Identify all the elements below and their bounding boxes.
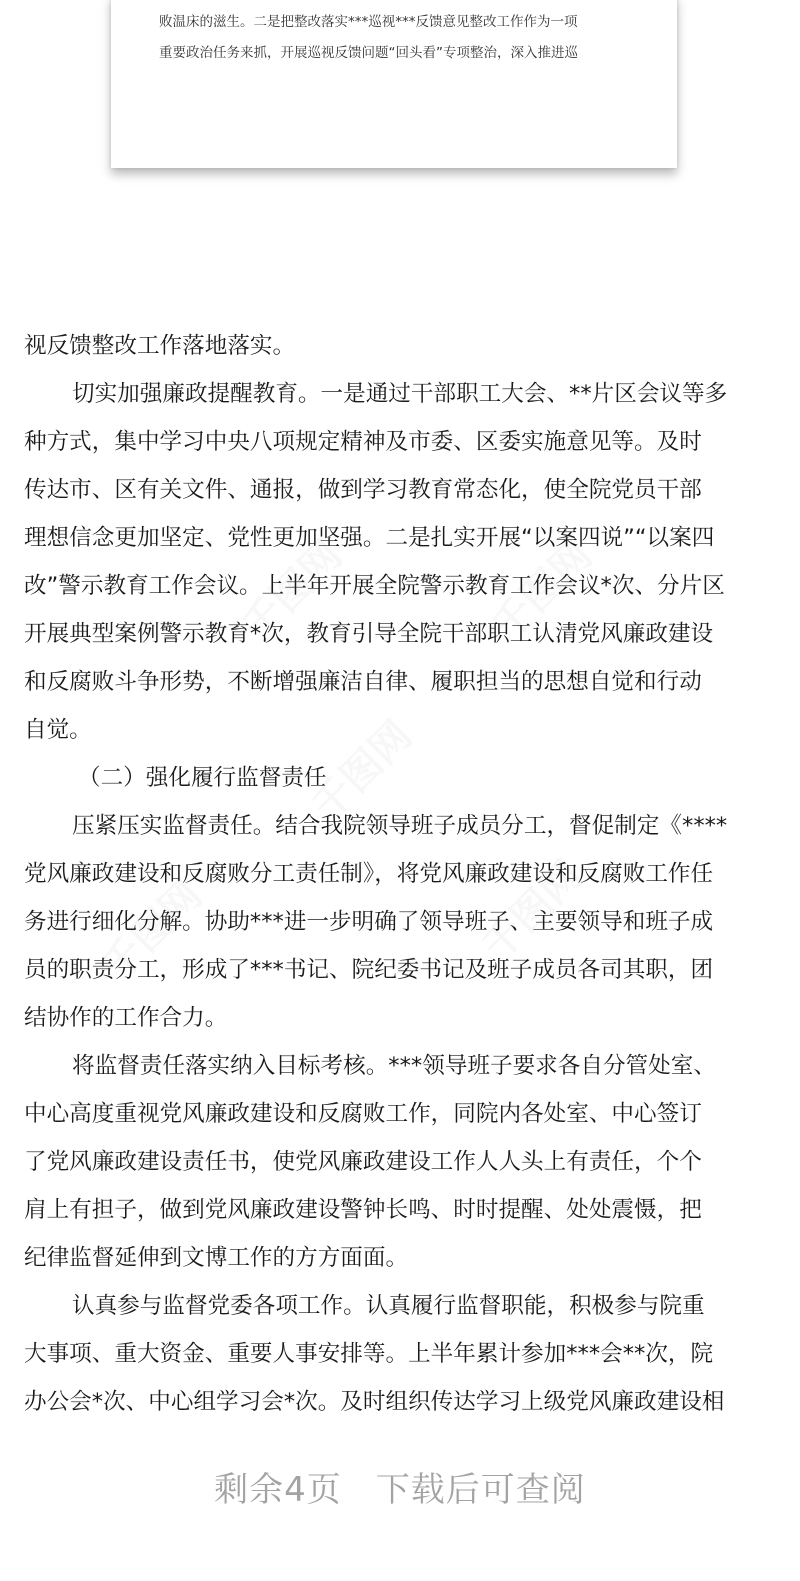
text-line: 肩上有担子，做到党风廉政建设警钟长鸣、时时提醒、处处震慑，把 [24,1197,702,1223]
text-line: 办公会*次、中心组学习会*次。及时组织传达学习上级党风廉政建设相 [24,1389,725,1415]
download-prompt[interactable] [0,1462,800,1511]
download-to-view-text[interactable]: 下载后可查阅 [375,1470,586,1510]
watermark: 千图网 [93,872,212,990]
document-preview-card [111,0,677,168]
text-line: 党风廉政建设和反腐败分工责任制》，将党风廉政建设和反腐败工作任 [24,861,714,887]
text-line: 务进行细化分解。协助***进一步明确了领导班子、主要领导和班子成 [24,909,714,935]
text-line: 了党风廉政建设责任书，使党风廉政建设工作人人头上有责任，个个 [24,1149,702,1175]
text-line: 自觉。 [24,717,92,743]
document-body [24,322,776,1426]
watermark: 千图网 [473,852,592,970]
watermark: 千图网 [233,532,352,650]
watermark: 千图网 [303,712,422,830]
remaining-pages-text: 剩余4页 [214,1470,342,1510]
text-line: 中心高度重视党风廉政建设和反腐败工作，同院内各处室、中心签订 [24,1101,702,1127]
preview-line: 重要政治任务来抓，开展巡视反馈问题“回头看”专项整治，深入推进巡 [159,45,578,61]
text-line: 将监督责任落实纳入目标考核。***领导班子要求各自分管处室、 [72,1053,716,1079]
text-line: 切实加强廉政提醒教育。一是通过干部职工大会、**片区会议等多 [72,381,728,407]
text-line: 员的职责分工，形成了***书记、院纪委书记及班子成员各司其职，团 [24,957,714,983]
text-line: 传达市、区有关文件、通报，做到学习教育常态化，使全院党员干部 [24,477,702,503]
text-line: 改”警示教育工作会议。上半年开展全院警示教育工作会议*次、分片区 [24,573,725,599]
text-line: 和反腐败斗争形势，不断增强廉洁自律、履职担当的思想自觉和行动 [24,669,702,695]
text-line: 认真参与监督党委各项工作。认真履行监督职能，积极参与院重 [72,1293,705,1319]
text-line: 纪律监督延伸到文博工作的方方面面。 [24,1245,409,1271]
text-line: 结协作的工作合力。 [24,1005,228,1031]
watermark: 千图网 [483,532,602,650]
text-line: 大事项、重大资金、重要人事安排等。上半年累计参加***会**次，院 [24,1341,714,1367]
text-line: 压紧压实监督责任。结合我院领导班子成员分工，督促制定《**** [72,813,728,839]
text-line: 种方式，集中学习中央八项规定精神及市委、区委实施意见等。及时 [24,429,702,455]
preview-line: 败温床的滋生。二是把整改落实***巡视***反馈意见整改工作作为一项 [159,14,578,30]
section-heading: （二）强化履行监督责任 [78,765,327,791]
text-line: 开展典型案例警示教育*次，教育引导全院干部职工认清党风廉政建设 [24,621,714,647]
text-line: 视反馈整改工作落地落实。 [24,333,296,359]
text-line: 理想信念更加坚定、党性更加坚强。二是扎实开展“以案四说”“以案四 [24,525,715,551]
